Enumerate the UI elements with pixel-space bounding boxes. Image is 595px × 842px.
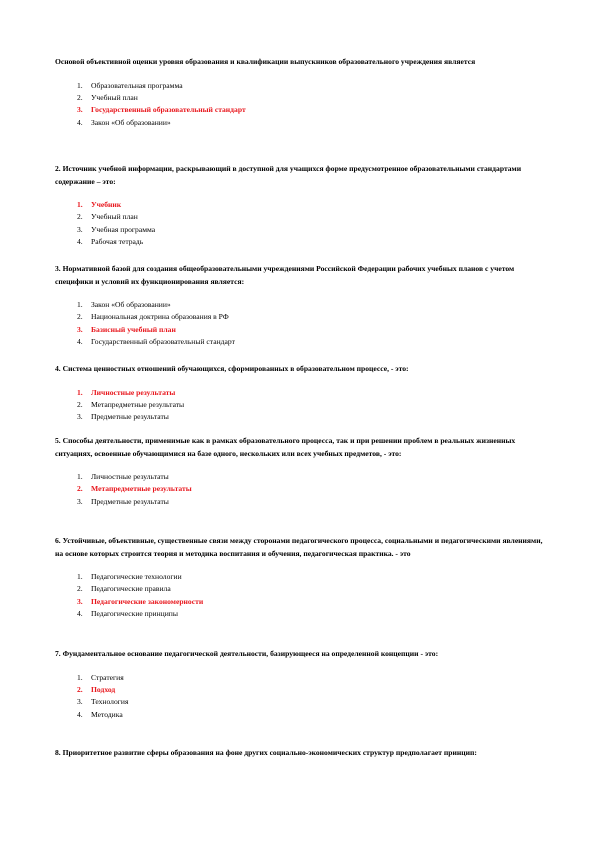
question-4: [55, 363, 545, 424]
question-text: Основой объективной оценки уровня образования и квалификации выпускников образовательного учреждения является: [55, 57, 476, 66]
option-text: Педагогические закономерности: [91, 596, 204, 606]
answer-option: [55, 92, 545, 104]
answer-option: [55, 117, 545, 129]
option-text: Учебный план: [91, 212, 138, 222]
option-number: 4.: [77, 237, 83, 247]
question-8: [55, 747, 545, 760]
answer-option-correct: [55, 324, 545, 336]
answer-option-correct: [55, 596, 545, 608]
answer-list: [55, 571, 545, 621]
option-text: Закон «Об образовании»: [91, 300, 171, 309]
answer-option: [55, 571, 545, 583]
answer-list: [55, 471, 545, 508]
option-number: 3.: [77, 596, 83, 606]
answer-option: [55, 236, 545, 248]
answer-option: [55, 583, 545, 595]
answer-option: [55, 80, 545, 92]
answer-option: [55, 709, 545, 721]
option-text: Личностные результаты: [91, 472, 169, 481]
answer-list: [55, 80, 545, 130]
answer-option: [55, 211, 545, 223]
answer-option: [55, 471, 545, 483]
option-number: 2.: [77, 399, 83, 409]
question-text: 6. Устойчивые, объективные, существенные связи между сторонами педагогического процесса, социальными и педагогическими явлениями, на основе которых строится теория и методика воспитания и обучения, педагогическая практика. - это: [55, 536, 543, 558]
question-text: 7. Фундаментальное основание педагогической деятельности, базирующееся на определенной концепции - это:: [55, 649, 439, 658]
option-text: Стратегия: [91, 672, 124, 682]
option-text: Государственный образовательный стандарт: [91, 337, 235, 347]
option-text: Методика: [91, 709, 123, 719]
answer-option: [55, 336, 545, 348]
option-text: Учебник: [91, 200, 122, 209]
option-number: 3.: [77, 697, 83, 707]
option-number: 2.: [77, 212, 83, 222]
option-number: 3.: [77, 324, 83, 334]
answer-list: [55, 299, 545, 349]
option-text: Метапредметные результаты: [91, 399, 185, 409]
option-number: 1.: [77, 200, 83, 209]
option-number: 4.: [77, 337, 83, 347]
option-number: 1.: [77, 672, 83, 682]
question-1: [55, 56, 545, 129]
option-number: 1.: [77, 387, 83, 397]
answer-option-correct: [55, 199, 545, 211]
answer-option-correct: [55, 387, 545, 399]
option-text: Технология: [91, 697, 129, 707]
answer-list: [55, 672, 545, 722]
answer-option: [55, 608, 545, 620]
option-text: Учебный план: [91, 92, 138, 102]
option-number: 3.: [77, 412, 83, 422]
option-number: 2.: [77, 92, 83, 102]
option-text: Подход: [91, 684, 116, 694]
option-number: 2.: [77, 684, 83, 694]
option-number: 1.: [77, 472, 83, 481]
answer-list: [55, 199, 545, 249]
option-number: 4.: [77, 709, 83, 719]
option-number: 1.: [77, 80, 83, 90]
question-text: 2. Источник учебной информации, раскрывающий в доступной для учащихся форме предусмотренное образовательными стандартами содержание – это:: [55, 164, 522, 186]
answer-option: [55, 311, 545, 323]
option-text: Закон «Об образовании»: [91, 117, 171, 127]
question-text: 5. Способы деятельности, применимые как в рамках образовательного процесса, так и при решении проблем в реальных жизненных ситуациях, освоенные обучающимися на базе одного, нескольких или всех учебных предметов, - это:: [55, 436, 516, 458]
option-number: 2.: [77, 484, 83, 494]
option-number: 4.: [77, 117, 83, 127]
question-3: [55, 263, 545, 349]
option-text: Образовательная программа: [91, 80, 183, 90]
option-number: 3.: [77, 496, 83, 506]
option-text: Предметные результаты: [91, 412, 169, 422]
answer-option: [55, 299, 545, 311]
answer-option: [55, 224, 545, 236]
question-7: [55, 648, 545, 721]
answer-option-correct: [55, 104, 545, 116]
option-number: 1.: [77, 572, 83, 581]
question-text: 8. Приоритетное развитие сферы образования на фоне других социально-экономических структур предполагает принцип:: [55, 748, 477, 757]
option-text: Педагогические принципы: [91, 609, 178, 619]
question-text: 3. Нормативной базой для создания общеобразовательными учреждениями Российской Федерации рабочих учебных планов с учетом специфики и условий их функционирования является:: [55, 264, 515, 286]
option-text: Базисный учебный план: [91, 324, 176, 334]
option-text: Рабочая тетрадь: [91, 237, 144, 247]
option-text: Личностные результаты: [91, 387, 176, 397]
option-text: Государственный образовательный стандарт: [91, 105, 246, 115]
option-text: Метапредметные результаты: [91, 484, 192, 494]
option-text: Национальная доктрина образования в РФ: [91, 312, 229, 322]
option-number: 4.: [77, 609, 83, 619]
answer-list: [55, 387, 545, 424]
answer-option: [55, 399, 545, 411]
option-text: Педагогические технологии: [91, 572, 182, 581]
option-number: 3.: [77, 105, 83, 115]
answer-option-correct: [55, 483, 545, 495]
question-5: [55, 435, 545, 508]
question-text: 4. Система ценностных отношений обучающихся, сформированных в образовательном процессе, - это:: [55, 364, 409, 373]
answer-option: [55, 672, 545, 684]
option-text: Педагогические правила: [91, 584, 171, 594]
answer-option: [55, 696, 545, 708]
question-2: [55, 163, 545, 249]
answer-option: [55, 411, 545, 423]
answer-option: [55, 496, 545, 508]
option-text: Учебная программа: [91, 224, 156, 234]
question-6: [55, 535, 545, 621]
option-number: 3.: [77, 224, 83, 234]
answer-option-correct: [55, 684, 545, 696]
option-text: Предметные результаты: [91, 496, 169, 506]
option-number: 2.: [77, 312, 83, 322]
option-number: 1.: [77, 300, 83, 309]
option-number: 2.: [77, 584, 83, 594]
